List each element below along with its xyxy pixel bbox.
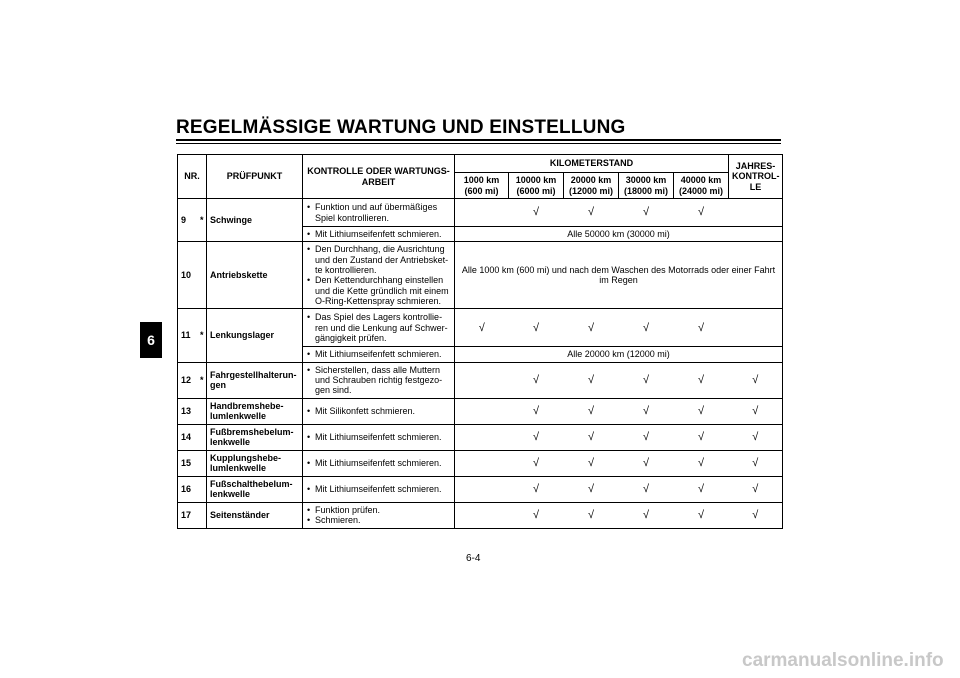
row-number: 16 [178, 476, 207, 502]
check-text: • Funktion prüfen. [315, 505, 451, 515]
check-mark: √ [729, 424, 783, 450]
header-interval-10000: 10000 km (6000 mi) [509, 173, 564, 199]
watermark-text: carmanualsonline.info [742, 650, 944, 671]
row-check [303, 450, 455, 476]
check-text: • Den Kettendurchhang einstellen und die Kette gründlich mit einem O-Ring-Kettenspray schmieren. [315, 275, 451, 306]
check-mark: √ [564, 398, 619, 424]
row-item: Handbremshebe-lumlenkwelle [207, 398, 303, 424]
check-text: • Mit Silikonfett schmieren. [315, 406, 451, 416]
check-text: • Mit Lithiumseifenfett schmieren. [315, 229, 451, 239]
row-item: Schwinge [207, 199, 303, 242]
row-check [303, 309, 455, 347]
check-mark: √ [564, 424, 619, 450]
header-interval-20000: 20000 km (12000 mi) [564, 173, 619, 199]
row-item: Lenkungslager [207, 309, 303, 362]
table-row [178, 242, 783, 309]
row-check [303, 242, 455, 309]
table-row [178, 476, 783, 502]
check-mark: √ [674, 450, 729, 476]
row-check [303, 398, 455, 424]
row-item: Fußbremshebelum-lenkwelle [207, 424, 303, 450]
row-check [303, 502, 455, 528]
check-mark: √ [619, 450, 674, 476]
check-text: • Den Durchhang, die Ausrichtung und den Zustand der Antriebsket-te kontrollieren. [315, 244, 451, 275]
check-mark: √ [674, 398, 729, 424]
check-mark: √ [729, 502, 783, 528]
row-check [303, 347, 455, 362]
check-mark: √ [729, 476, 783, 502]
check-text: • Sicherstellen, dass alle Muttern und Schrauben richtig festgezo-gen sind. [315, 365, 451, 396]
check-mark: √ [509, 309, 564, 347]
check-mark: √ [729, 398, 783, 424]
row-number: 14 [178, 424, 207, 450]
header-interval-40000: 40000 km (24000 mi) [674, 173, 729, 199]
check-mark: √ [674, 199, 729, 227]
interval-span: Alle 50000 km (30000 mi) [455, 227, 783, 242]
check-mark: √ [729, 450, 783, 476]
page-number: 6-4 [466, 553, 481, 564]
row-check [303, 424, 455, 450]
check-mark: √ [674, 309, 729, 347]
check-mark: √ [674, 424, 729, 450]
check-mark-cell [455, 199, 509, 227]
check-mark: √ [619, 476, 674, 502]
row-check [303, 476, 455, 502]
header-check: KONTROLLE ODER WARTUNGS-ARBEIT [303, 155, 455, 199]
row-check [303, 362, 455, 398]
check-mark: √ [564, 362, 619, 398]
check-mark-cell [455, 398, 509, 424]
check-mark-cell [455, 424, 509, 450]
header-item: PRÜFPUNKT [207, 155, 303, 199]
row-star: * [198, 309, 207, 362]
check-mark: √ [619, 362, 674, 398]
row-item: Fußschalthebelum-lenkwelle [207, 476, 303, 502]
table-row [178, 398, 783, 424]
row-number: 10 [178, 242, 207, 309]
page-title: REGELMÄSSIGE WARTUNG UND EINSTELLUNG [176, 117, 626, 138]
row-check [303, 227, 455, 242]
check-text: • Das Spiel des Lagers kontrollie-ren und die Lenkung auf Schwer-gängigkeit prüfen. [315, 312, 451, 343]
check-mark: √ [455, 309, 509, 347]
row-number: 12 [178, 362, 198, 398]
row-number: 17 [178, 502, 207, 528]
header-interval-1000: 1000 km (600 mi) [455, 173, 509, 199]
check-mark: √ [509, 362, 564, 398]
check-text: • Funktion und auf übermäßiges Spiel kontrollieren. [315, 202, 451, 223]
title-rule-thin [176, 143, 781, 144]
row-item: Seitenständer [207, 502, 303, 528]
row-item: Fahrgestellhalterun-gen [207, 362, 303, 398]
row-check [303, 199, 455, 227]
check-mark: √ [509, 398, 564, 424]
interval-span: Alle 1000 km (600 mi) und nach dem Waschen des Motorrads oder einer Fahrt im Regen [455, 242, 783, 309]
check-mark: √ [509, 424, 564, 450]
row-number: 11 [178, 309, 198, 362]
header-nr: NR. [178, 155, 207, 199]
row-item: Kupplungshebe-lumlenkwelle [207, 450, 303, 476]
check-mark-cell [729, 309, 783, 347]
header-annual: JAHRES-KONTROL-LE [729, 155, 783, 199]
table-row [178, 309, 783, 347]
check-mark: √ [619, 502, 674, 528]
maintenance-table [177, 154, 783, 529]
check-text: • Mit Lithiumseifenfett schmieren. [315, 458, 451, 468]
header-interval-30000: 30000 km (18000 mi) [619, 173, 674, 199]
check-mark: √ [564, 502, 619, 528]
check-text: • Mit Lithiumseifenfett schmieren. [315, 349, 451, 359]
check-mark: √ [619, 424, 674, 450]
check-mark-cell [455, 476, 509, 502]
check-mark: √ [619, 398, 674, 424]
row-number: 9 [178, 199, 198, 242]
check-mark: √ [509, 502, 564, 528]
title-rule-thick [176, 139, 781, 141]
check-text: • Mit Lithiumseifenfett schmieren. [315, 432, 451, 442]
check-mark: √ [729, 362, 783, 398]
check-mark: √ [674, 476, 729, 502]
check-mark: √ [509, 450, 564, 476]
check-mark-cell [455, 450, 509, 476]
check-mark: √ [564, 199, 619, 227]
table-row [178, 199, 783, 227]
table-row [178, 424, 783, 450]
row-star: * [198, 199, 207, 242]
check-text: • Mit Lithiumseifenfett schmieren. [315, 484, 451, 494]
check-mark: √ [674, 502, 729, 528]
row-number: 15 [178, 450, 207, 476]
chapter-tab: 6 [140, 322, 162, 358]
interval-span: Alle 20000 km (12000 mi) [455, 347, 783, 362]
check-mark: √ [619, 199, 674, 227]
row-item: Antriebskette [207, 242, 303, 309]
table-row [178, 502, 783, 528]
check-text: • Schmieren. [315, 515, 451, 525]
check-mark: √ [674, 362, 729, 398]
check-mark: √ [564, 476, 619, 502]
header-km: KILOMETERSTAND [455, 155, 729, 173]
check-mark: √ [509, 199, 564, 227]
check-mark-cell [729, 199, 783, 227]
check-mark: √ [619, 309, 674, 347]
check-mark: √ [509, 476, 564, 502]
check-mark: √ [564, 450, 619, 476]
check-mark: √ [564, 309, 619, 347]
check-mark-cell [455, 502, 509, 528]
row-number: 13 [178, 398, 207, 424]
table-row [178, 362, 783, 398]
table-row [178, 450, 783, 476]
check-mark-cell [455, 362, 509, 398]
row-star: * [198, 362, 207, 398]
